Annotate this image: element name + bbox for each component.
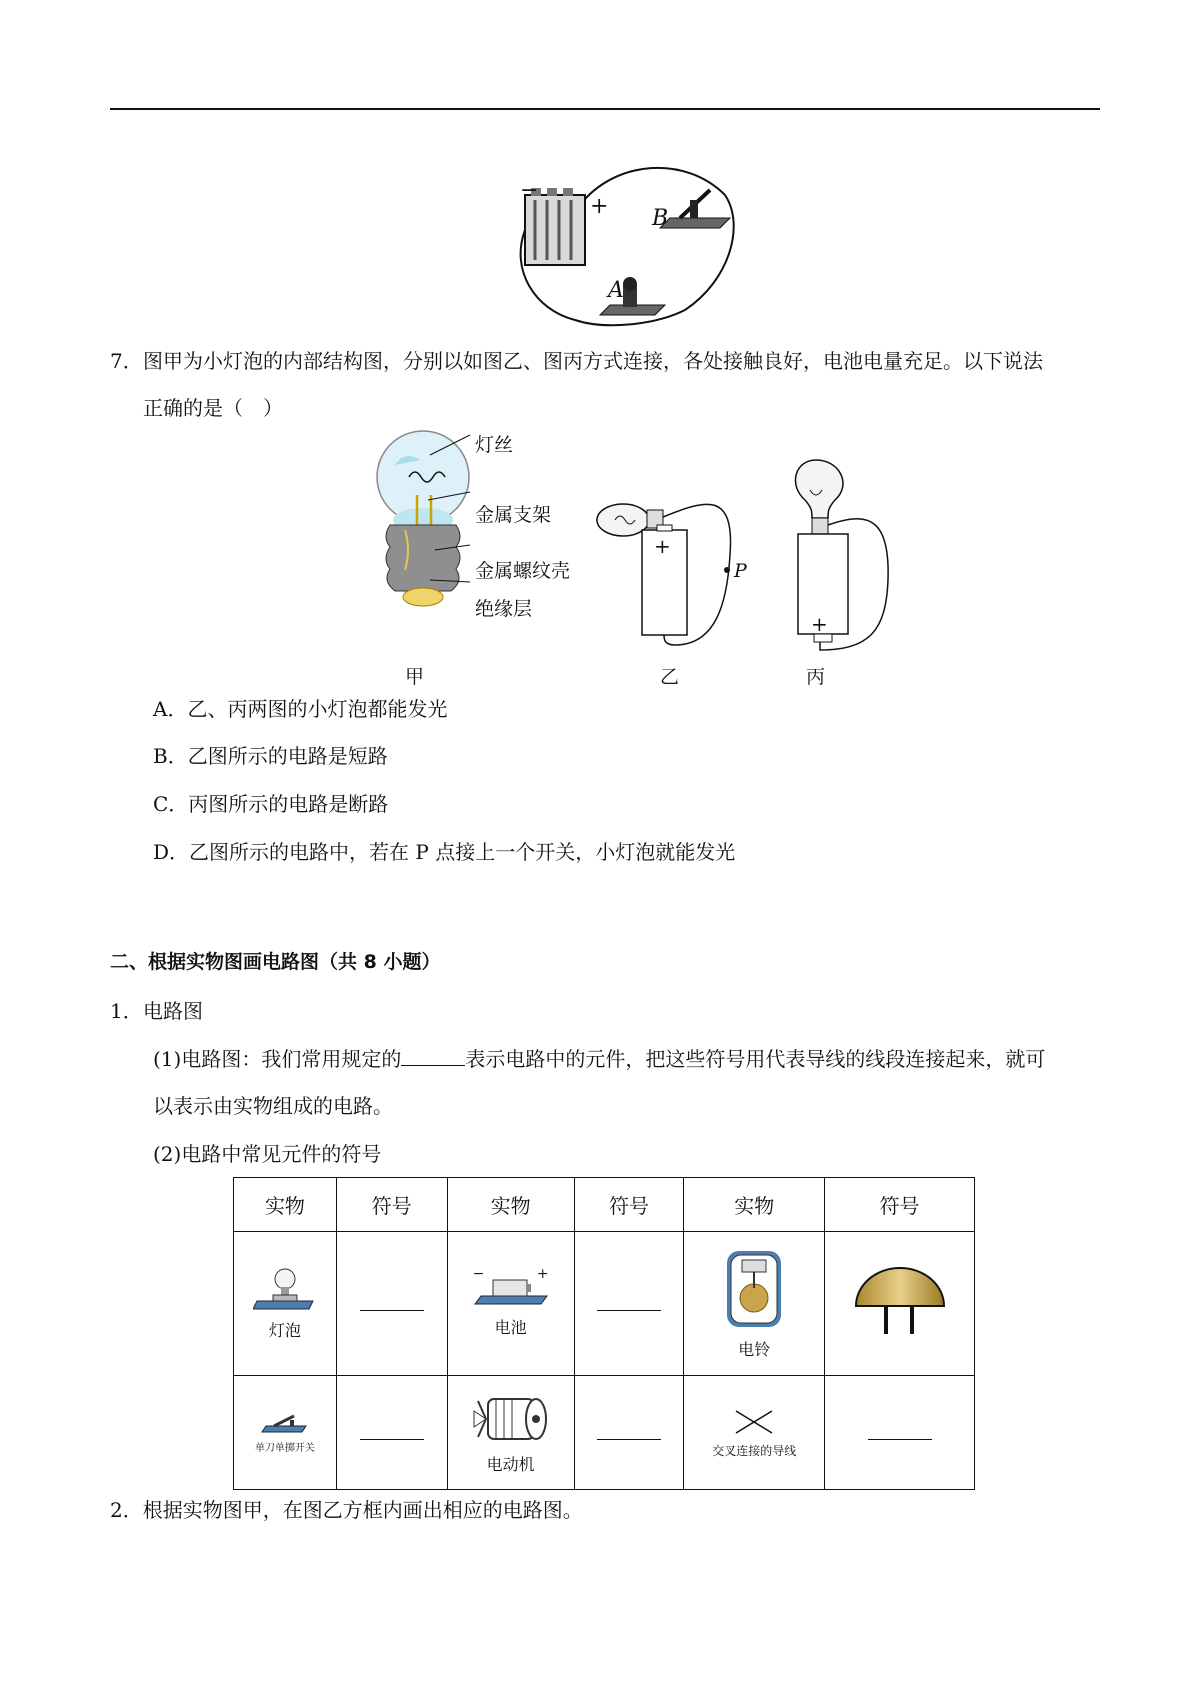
header-cell: 实物	[234, 1178, 337, 1232]
option-a[interactable]: A．乙、丙两图的小灯泡都能发光	[153, 697, 448, 721]
symbol-blank-bulb[interactable]	[336, 1232, 447, 1376]
caption-yi: 乙	[660, 666, 680, 688]
caption-battery: 电池	[494, 1317, 527, 1337]
s2-q1-p1-start: (1)电路图：我们常用规定的	[153, 1047, 402, 1071]
fill-blank-1[interactable]	[401, 1045, 465, 1066]
s2-q1-p2: (2)电路中常见元件的符号	[153, 1142, 382, 1166]
s2-q1-p1-line2: 以表示由实物组成的电路。	[153, 1094, 393, 1118]
s2-q1-p1-end: 表示电路中的元件，把这些符号用代表导线的线段连接起来，就可	[465, 1047, 1046, 1071]
yi-plus-label: +	[654, 534, 671, 558]
header-cell: 符号	[336, 1178, 447, 1232]
cell-crossed-wires	[684, 1376, 825, 1490]
symbol-table	[233, 1177, 975, 1490]
circuit-yi-figure	[595, 495, 745, 655]
label-filament: 灯丝	[475, 434, 514, 456]
electric-bell-icon	[724, 1248, 784, 1332]
point-p-label: P	[734, 560, 747, 582]
caption-switch: 单刀单掷开关	[254, 1442, 315, 1454]
option-d[interactable]: D．乙图所示的电路中，若在 P 点接上一个开关，小灯泡就能发光	[153, 840, 736, 864]
knife-switch-icon	[260, 1412, 310, 1434]
s2-q1-number: 1．	[110, 999, 143, 1023]
symbol-blank-battery[interactable]	[574, 1232, 684, 1376]
symbol-blank-motor[interactable]	[574, 1376, 684, 1490]
label-metal-screw-shell: 金属螺纹壳	[475, 560, 571, 582]
header-cell: 符号	[574, 1178, 684, 1232]
cell-bell	[684, 1232, 825, 1376]
header-cell: 实物	[684, 1178, 825, 1232]
header-cell: 符号	[825, 1178, 975, 1232]
battery-switch-circuit-figure	[515, 160, 740, 330]
symbol-blank-switch[interactable]	[336, 1376, 447, 1490]
table-header-row	[234, 1178, 975, 1232]
caption-bulb: 灯泡	[268, 1320, 301, 1340]
caption-jia: 甲	[405, 666, 425, 688]
battery-plus: +	[536, 1265, 549, 1282]
caption-bell: 电铃	[738, 1339, 771, 1359]
cell-motor	[447, 1376, 574, 1490]
label-metal-support: 金属支架	[475, 504, 552, 526]
bing-plus-label: +	[811, 612, 828, 636]
light-bulb-icon	[253, 1267, 317, 1313]
s2-q1-p1	[153, 1045, 1045, 1073]
table-row	[234, 1232, 975, 1376]
cell-switch	[234, 1376, 337, 1490]
q7-line1: 图甲为小灯泡的内部结构图，分别以如图乙、图丙方式连接，各处接触良好，电池电量充足。以下说法	[143, 349, 1043, 373]
cell-battery	[447, 1232, 574, 1376]
caption-bing: 丙	[806, 666, 826, 688]
table-row	[234, 1376, 975, 1490]
header-cell: 实物	[447, 1178, 574, 1232]
s2-q2: 2．根据实物图甲，在图乙方框内画出相应的电路图。	[110, 1498, 583, 1522]
q7-number: 7．	[110, 349, 143, 373]
plus-label: +	[590, 194, 609, 219]
switch-a-label: A	[608, 278, 624, 303]
bell-symbol-icon	[852, 1266, 948, 1336]
option-b[interactable]: B．乙图所示的电路是短路	[153, 744, 388, 768]
s2-q1-title: 电路图	[143, 999, 203, 1023]
label-insulation: 绝缘层	[475, 598, 533, 620]
section2-title: 二、根据实物图画电路图（共 8 小题）	[110, 951, 441, 973]
crossed-wires-icon	[732, 1407, 776, 1437]
switch-b-label: B	[652, 206, 669, 231]
caption-crossed-wires: 交叉连接的导线	[712, 1443, 797, 1458]
caption-motor: 电动机	[486, 1454, 535, 1474]
q7-line2: 正确的是（ ）	[143, 396, 283, 420]
symbol-blank-crossed-wires[interactable]	[825, 1376, 975, 1490]
bulb-callout-lines	[420, 430, 480, 610]
option-c[interactable]: C．丙图所示的电路是断路	[153, 792, 389, 816]
electric-motor-icon	[470, 1391, 552, 1447]
minus-label: −	[520, 178, 539, 203]
header-rule	[110, 108, 1100, 110]
battery-minus: −	[472, 1265, 485, 1282]
cell-bulb	[234, 1232, 337, 1376]
cell-bell-symbol	[825, 1232, 975, 1376]
circuit-bing-figure	[780, 450, 900, 660]
